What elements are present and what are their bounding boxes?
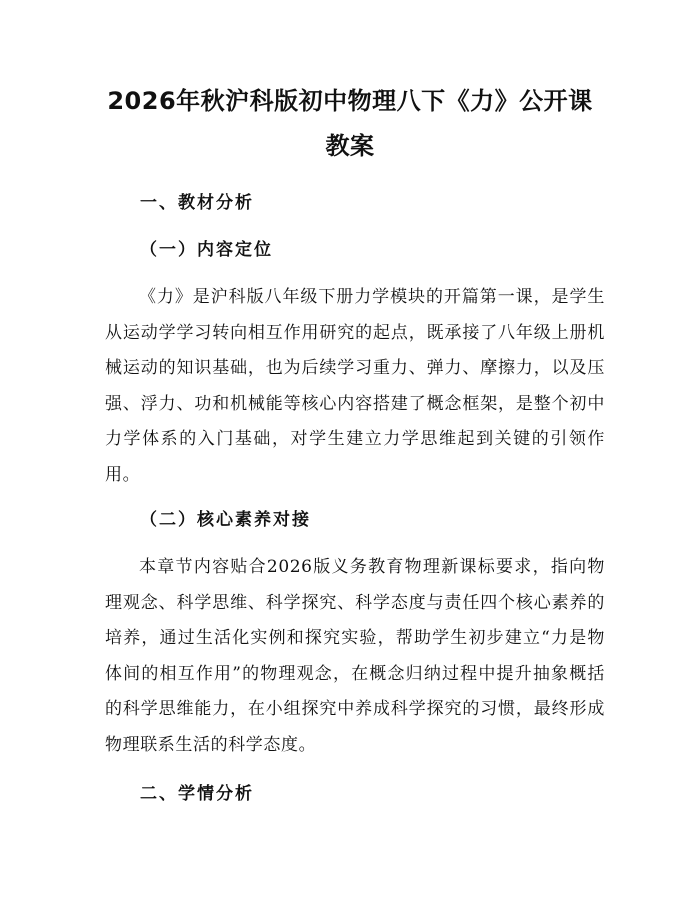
section-heading-student-analysis: 二、学情分析 [140, 784, 254, 804]
paragraph-core-literacy: 本章节内容贴合2026版义务教育物理新课标要求，指向物理观念、科学思维、科学探究、科学态度与责任四个核心素养的培养，通过生活化实例和探究实验，帮助学生初步建立“力是物体间的相互作用”的物理观念，在概念归纳过程中提升抽象概括的科学思维能力，在小组探究中养成科学探究的习惯，最终形成物理联系生活的科学态度。 [105, 557, 605, 755]
subsection-heading-core-literacy: （二）核心素养对接 [140, 510, 311, 530]
subsection-heading-content-position: （一）内容定位 [140, 240, 273, 260]
document-title-line-2: 教案 [325, 132, 375, 160]
paragraph-content-position: 《力》是沪科版八年级下册力学模块的开篇第一课，是学生从运动学学习转向相互作用研究的起点，既承接了八年级上册机械运动的知识基础，也为后续学习重力、弹力、摩擦力，以及压强、浮力、功和机械能等核心内容搭建了概念框架，是整个初中力学体系的入门基础，对学生建立力学思维起到关键的引领作用。 [105, 287, 605, 485]
section-heading-textbook-analysis: 一、教材分析 [140, 193, 254, 213]
document-title-line-1: 2026年秋沪科版初中物理八下《力》公开课 [107, 87, 593, 115]
